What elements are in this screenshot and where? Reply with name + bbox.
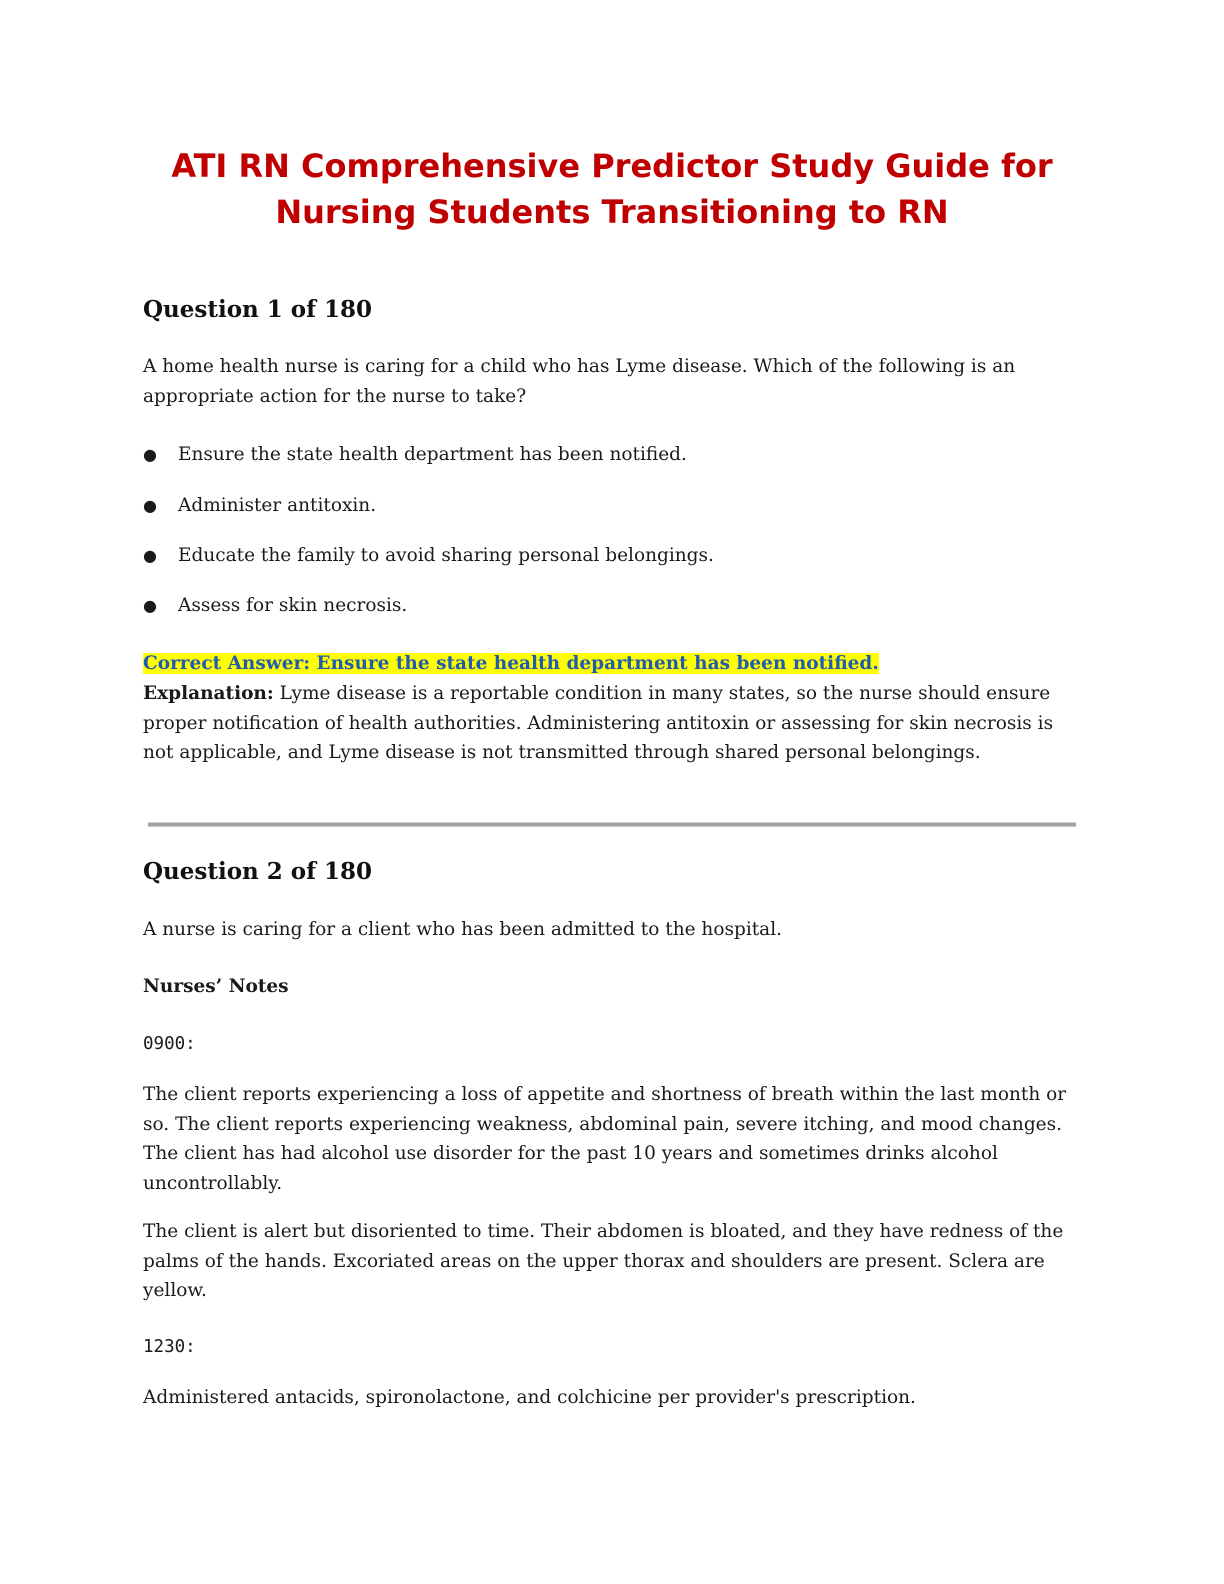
note-2-line-2: palms of the hands. Excoriated areas on the upper thorax and shoulders are present. Sclera are [143,1250,1045,1272]
correct-answer [143,650,879,678]
question-1-stem-line-2: appropriate action for the nurse to take? [143,386,527,407]
note-1-line-4: uncontrollably. [143,1172,283,1194]
note-2-line-1: The client is alert but disoriented to time. Their abdomen is bloated, and they have redness of the [143,1221,1064,1242]
note-2 [143,1217,1073,1306]
bullet-icon: ● [143,445,157,464]
note-time-0900: 0900: [143,1034,196,1054]
option-text: Assess for skin necrosis. [178,595,408,616]
bullet-icon: ● [143,546,157,565]
note-time-1230: 1230: [143,1337,196,1357]
bullet-icon: ● [143,496,157,515]
question-1-option [143,592,407,620]
nurses-notes-heading: Nurses’ Notes [143,976,289,997]
question-1-option [143,492,376,520]
explanation-label: Explanation: [143,683,274,704]
question-1-stem-line-1: A home health nurse is caring for a child who has Lyme disease. Which of the following is an [143,356,1016,377]
question-1-heading: Question 1 of 180 [143,296,373,323]
explanation-line-2: proper notification of health authorities. Administering antitoxin or assessing for skin necrosis is [143,712,1054,734]
note-3: Administered antacids, spironolactone, and colchicine per provider's prescription. [143,1387,916,1408]
option-text: Administer antitoxin. [178,495,377,516]
section-divider [148,822,1076,826]
question-2-stem: A nurse is caring for a client who has been admitted to the hospital. [143,919,782,940]
correct-answer-highlight: Correct Answer: Ensure the state health department has been notified. [143,653,879,674]
explanation [143,679,1073,768]
note-2-line-3: yellow. [143,1280,207,1301]
document-title-line-1: ATI RN Comprehensive Predictor Study Guide for [171,147,1053,185]
note-1 [143,1080,1073,1198]
question-1-option [143,441,687,469]
document-title-line-2: Nursing Students Transitioning to RN [275,193,949,231]
question-2-heading: Question 2 of 180 [143,858,373,885]
note-1-line-1: The client reports experiencing a loss of appetite and shortness of breath within the last month or [143,1084,1067,1105]
option-text: Ensure the state health department has been notified. [178,444,687,465]
bullet-icon: ● [143,596,157,615]
explanation-line-1: Lyme disease is a reportable condition in many states, so the nurse should ensure [273,683,1051,704]
option-text: Educate the family to avoid sharing personal belongings. [178,545,714,566]
note-1-line-3: The client has had alcohol use disorder for the past 10 years and sometimes drinks alcohol [143,1143,998,1164]
question-1-option [143,542,714,570]
explanation-line-3: not applicable, and Lyme disease is not transmitted through shared personal belongings. [143,742,981,763]
note-1-line-2: so. The client reports experiencing weakness, abdominal pain, severe itching, and mood changes. [143,1113,1062,1135]
